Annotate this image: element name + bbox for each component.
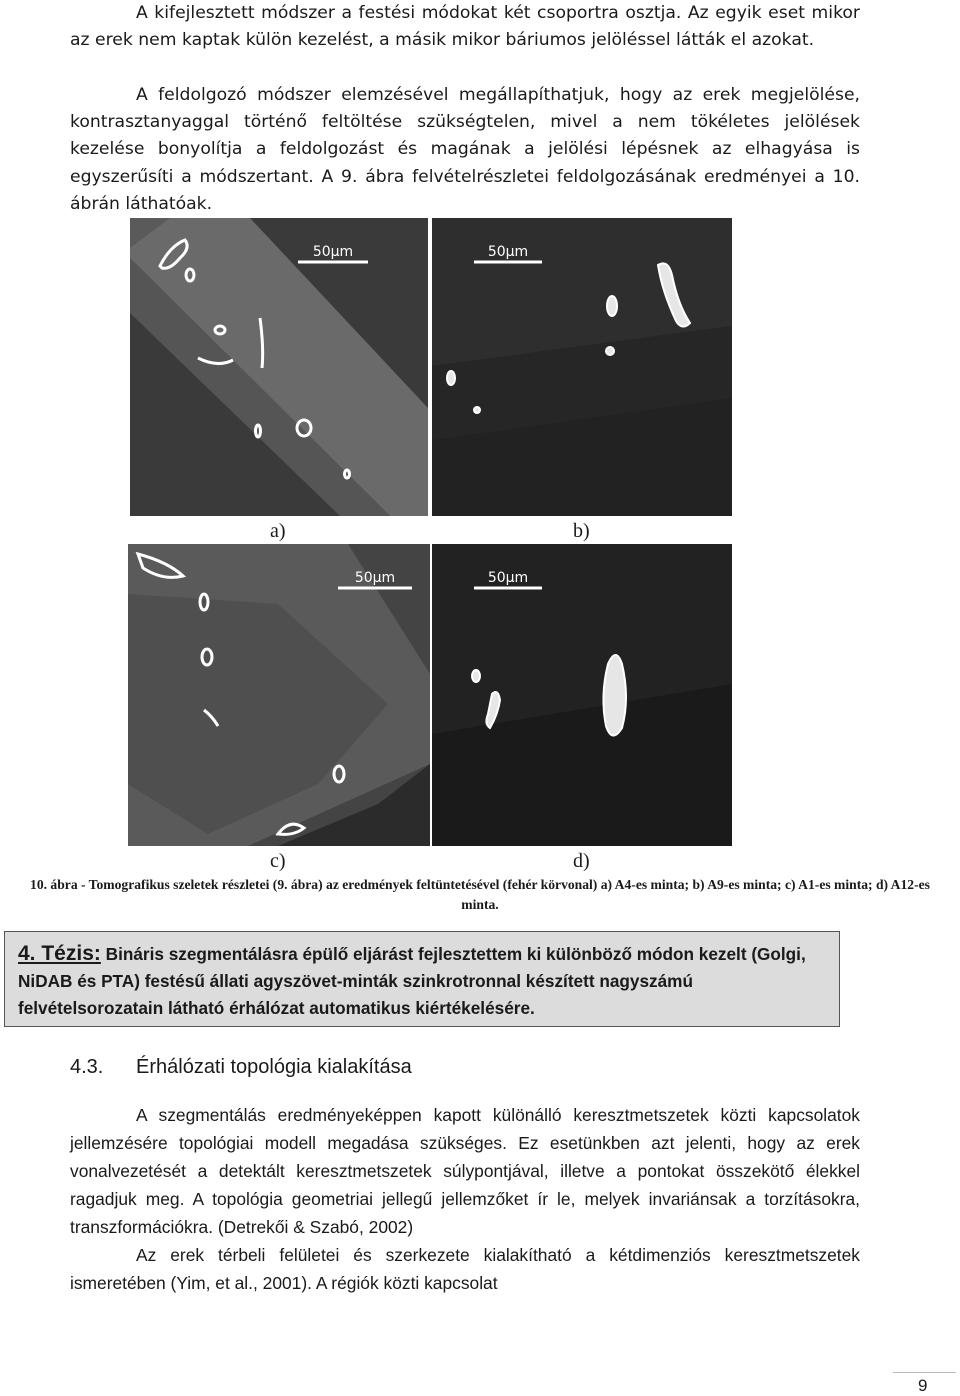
figure-panel-c [128, 544, 430, 846]
body-paragraph-1: A szegmentálás eredményeképpen kapott különálló keresztmetszetek közti kapcsolatok jellemzésére topológiai modell megadása szükséges. Ez esetünkben azt jelenti, hogy az erek vonalvezetését a detektált keresztmetszetek súlypontjával, illetve a pontokat összekötő élekkel ragadjuk meg. A topológia geometriai jellegű jellemzőket ír le, melyek invariánsak a torzításokra, transzformációkra. (Detrekői & Szabó, 2002) [70, 1105, 860, 1237]
thesis-lead: 4. Tézis: [18, 942, 101, 965]
figure-panel-d [432, 544, 732, 846]
scale-label-b: 50µm [487, 244, 529, 260]
scale-label-d: 50µm [487, 570, 529, 586]
page-number-rule [893, 1372, 956, 1373]
panel-label-a: a) [270, 520, 286, 542]
figure-caption: 10. ábra - Tomografikus szeletek részletei (9. ábra) az eredmények feltüntetésével (fehér körvonal) a) A4-es minta; b) A9-es minta; c) A1-es minta; d) A12-es minta. [30, 877, 930, 912]
section-heading [70, 1056, 412, 1079]
figure-panel-b [432, 218, 732, 516]
thesis-text: Bináris szegmentálásra épülő eljárást fejlesztettem ki különböző módon kezelt (Golgi, NiDAB és PTA) festésű állati agyszövet-minták szinkrotronnal készített nagyszámú felvételsorozatain látható érhálózat automatikus kiértékelésére. [18, 944, 806, 1018]
panel-label-c: c) [270, 850, 286, 872]
scale-label-a: 50µm [312, 244, 354, 260]
figure-panel-a [130, 218, 428, 516]
body-paragraph-2: Az erek térbeli felületei és szerkezete kialakítható a kétdimenziós keresztmetszetek ismeretében (Yim, et al., 2001). A régiók közti kapcsolat [70, 1245, 860, 1293]
section-number: 4.3. [70, 1056, 104, 1078]
section-title: Érhálózati topológia kialakítása [136, 1056, 412, 1078]
panel-label-b: b) [573, 520, 590, 542]
page-number: 9 [918, 1376, 928, 1395]
thesis-box [4, 931, 840, 1027]
intro-paragraph-2: A feldolgozó módszer elemzésével megállapíthatjuk, hogy az erek megjelölése, kontrasztanyaggal történő feltöltése szükségtelen, mivel a nem tökéletes jelölések kezelése bonyolítja a feldolgozást és magának a jelölési lépésnek az elhagyása is egyszerűsíti a módszertant. A 9. ábra felvételrészletei feldolgozásának eredményei a 10. ábrán láthatóak. [70, 85, 860, 214]
scale-label-c: 50µm [354, 570, 396, 586]
intro-paragraph-1: A kifejlesztett módszer a festési módokat két csoportra osztja. Az egyik eset mikor az erek nem kaptak külön kezelést, a másik mikor báriumos jelöléssel látták el azokat. [70, 3, 860, 51]
panel-label-d: d) [573, 850, 590, 872]
